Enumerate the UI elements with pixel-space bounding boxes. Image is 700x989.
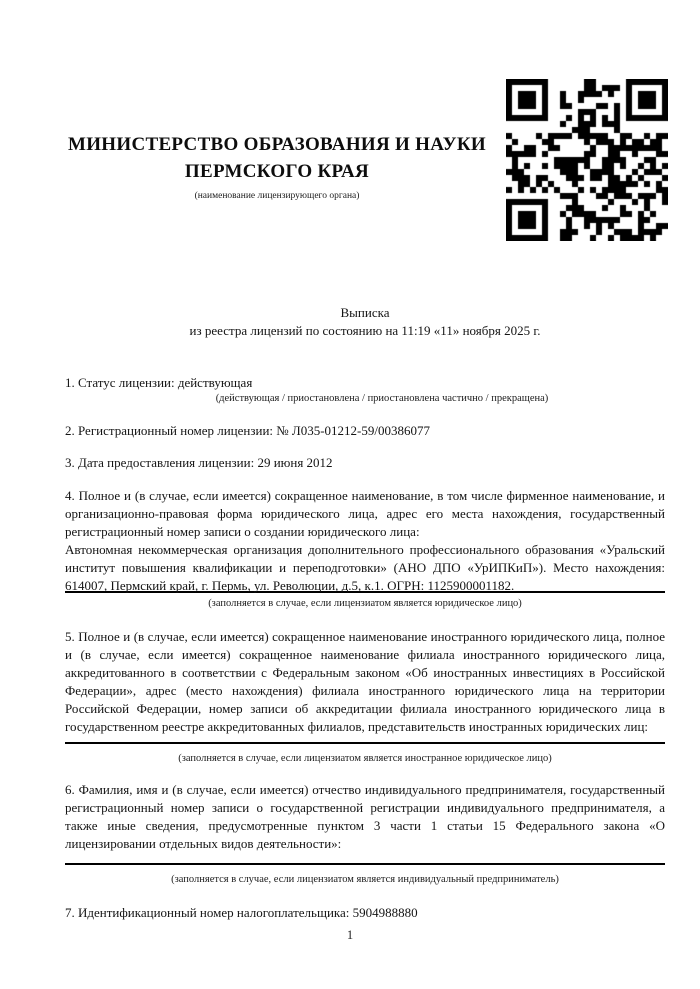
legal-entity-value: Автономная некоммерческая организация дополнительного профессионального образования «Уральский институт повышения квалификации и переподготовки» (АНО ДПО «УрИПКиП»). Место нахождения: 614007, Пермский край, г. Пермь, ул. Революции, д.5, к.1. ОГРН: 1125900001182.	[65, 542, 665, 593]
page-number: 1	[346, 928, 354, 942]
ministry-name-line1: МИНИСТЕРСТВО ОБРАЗОВАНИЯ И НАУКИ	[67, 134, 487, 155]
foreign-entity-fill-line	[65, 742, 665, 744]
document-title-block	[65, 304, 665, 340]
legal-entity-caption: (заполняется в случае, если лицензиатом является юридическое лицо)	[208, 598, 522, 609]
document-title: Выписка	[340, 305, 390, 320]
entrepreneur-caption: (заполняется в случае, если лицензиатом является индивидуальный предприниматель)	[171, 874, 559, 885]
legal-entity-heading: 4. Полное и (в случае, если имеется) сокращенное наименование, в том числе фирменное наименование, и организационно-правовая форма юридического лица, адрес его места нахождения, государственный регистрационный номер записи о создании юридического лица:	[65, 488, 665, 539]
grant-date-line: 3. Дата предоставления лицензии: 29 июня 2012	[65, 455, 333, 470]
document-subtitle: из реестра лицензий по состоянию на 11:19 «11» ноября 2025 г.	[189, 323, 541, 338]
entrepreneur-fill-line	[65, 863, 665, 865]
ministry-name-caption: (наименование лицензирующего органа)	[194, 191, 360, 201]
license-status-line: 1. Статус лицензии: действующая	[65, 375, 253, 390]
foreign-entity-caption: (заполняется в случае, если лицензиатом является иностранное юридическое лицо)	[178, 753, 552, 764]
taxpayer-id-line: 7. Идентификационный номер налогоплательщика: 5904988880	[65, 905, 418, 920]
entrepreneur-heading: 6. Фамилия, имя и (в случае, если имеется) отчество индивидуального предпринимателя, государственный регистрационный номер записи о государственной регистрации индивидуального предпринимателя, а также иные сведения, предусмотренные пунктом 3 части 1 статьи 15 Федерального закона «О лицензировании отдельных видов деятельности»:	[65, 782, 665, 851]
registration-number-line: 2. Регистрационный номер лицензии: № Л035-01212-59/00386077	[65, 423, 431, 438]
status-options-caption: (действующая / приостановлена / приостановлена частично / прекращена)	[215, 393, 549, 404]
foreign-entity-heading: 5. Полное и (в случае, если имеется) сокращенное наименование иностранного юридического лица, полное и (в случае, если имеется) сокращенное наименование филиала иностранного юридического лица, аккредитованного в соответствии с Федеральным законом «Об иностранных инвестициях в Российской Федерации», адрес (место нахождения) филиала иностранного юридического лица на территории Российской Федерации, номер записи об аккредитации филиала иностранного юридического лица в государственном реестре аккредитованных филиалов, представительств иностранных юридических лиц:	[65, 629, 665, 734]
ministry-name-line2: ПЕРМСКОГО КРАЯ	[184, 161, 370, 182]
document-body	[65, 0, 665, 922]
